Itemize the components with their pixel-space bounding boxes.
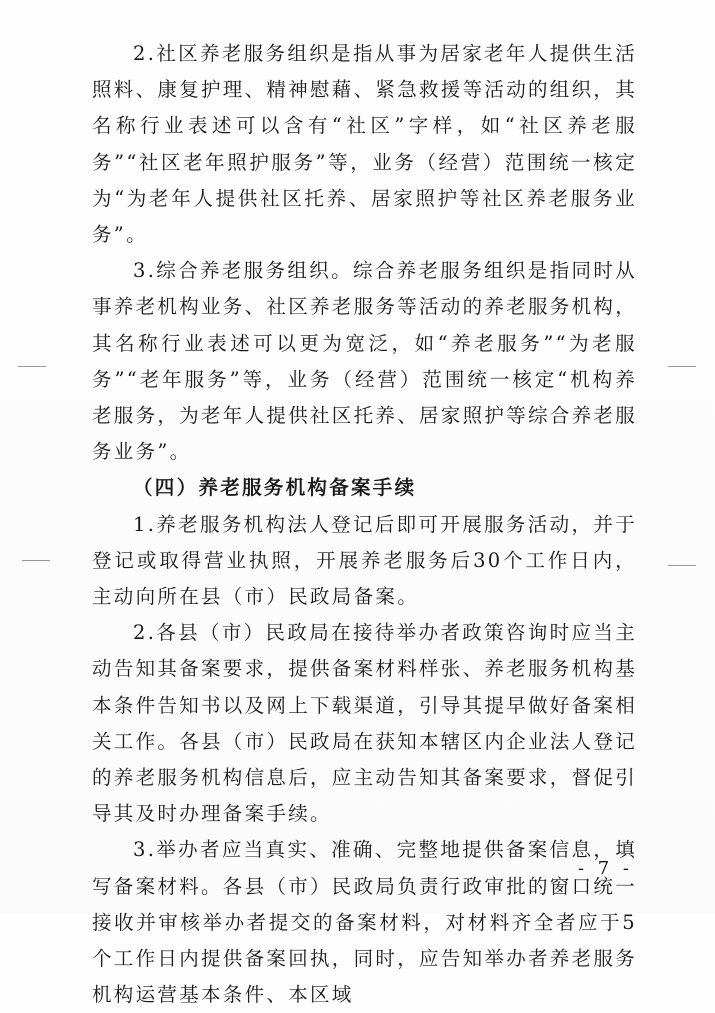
document-body [92,36,637,1013]
paragraph-filing-2: 2.各县（市）民政局在接待举办者政策咨询时应当主动告知其备案要求，提供备案材料样张、养老服务机构基本条件告知书以及网上下载渠道，引导其提早做好备案相关工作。各县（市）民政局在获知本辖区内企业法人登记的养老服务机构信息后，应主动告知其备案要求，督促引导其及时办理备案手续。 [92,621,638,826]
binding-mark [18,366,46,367]
binding-mark [668,366,696,367]
page-number: - 7 - [577,858,633,879]
paragraph-filing-3: 3.举办者应当真实、准确、完整地提供备案信息，填写备案材料。各县（市）民政局负责行政审批的窗口统一接收并审核举办者提交的备案材料，对材料齐全者应于5个工作日内提供备案回执，同时，应告知举办者养老服务机构运营基本条件、本区域 [92,838,638,1007]
paragraph-community-care: 2.社区养老服务组织是指从事为居家老年人提供生活照料、康复护理、精神慰藉、紧急救援等活动的组织，其名称行业表述可以含有“社区”字样，如“社区养老服务”“社区老年照护服务”等，业务（经营）范围统一核定为“为老年人提供社区托养、居家照护等社区养老服务业务”。 [92,42,638,247]
paragraph-comprehensive-care: 3.综合养老服务组织。综合养老服务组织是指同时从事养老机构业务、社区养老服务等活动的养老服务机构，其名称行业表述可以更为宽泛，如“养老服务”“为老服务”“老年服务”等，业务（经营）范围统一核定“机构养老服务，为老年人提供社区托养、居家照护等综合养老服务业务”。 [92,259,638,464]
paragraph-filing-1: 1.养老服务机构法人登记后即可开展服务活动，并于登记或取得营业执照，开展养老服务后30个工作日内，主动向所在县（市）民政局备案。 [92,512,637,609]
binding-mark [668,565,696,566]
section-heading-filing: （四）养老服务机构备案手续 [133,476,417,500]
binding-mark [22,560,50,561]
